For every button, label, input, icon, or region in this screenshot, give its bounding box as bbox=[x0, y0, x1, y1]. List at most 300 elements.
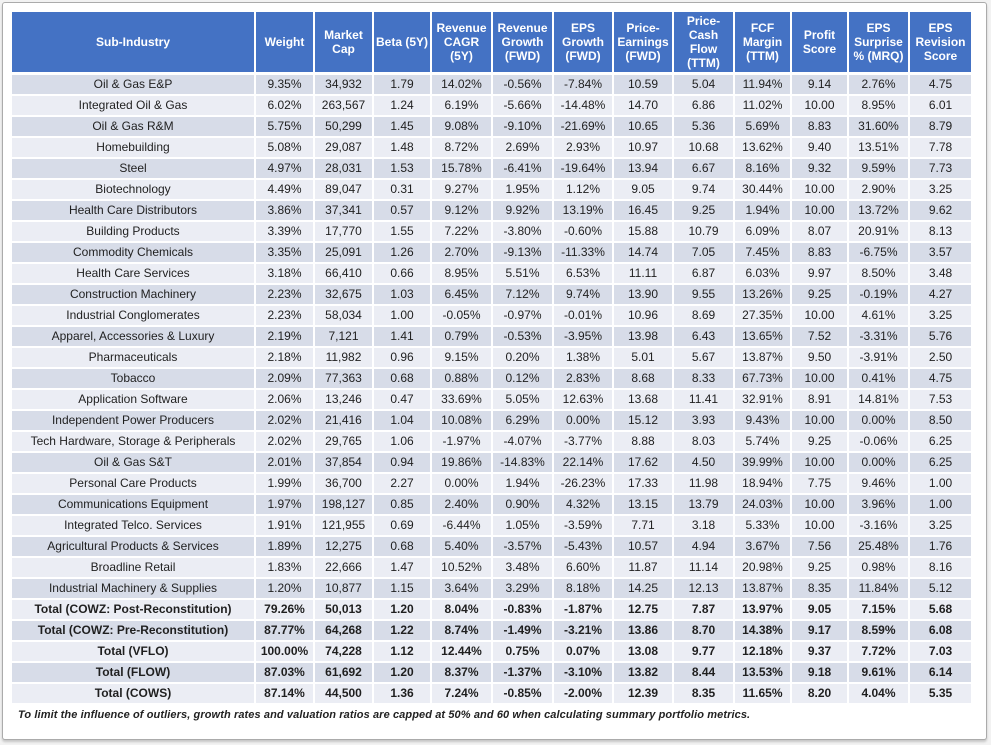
value-cell: -6.44% bbox=[431, 515, 492, 536]
value-cell: 20.98% bbox=[734, 557, 791, 578]
column-header: Beta (5Y) bbox=[373, 11, 431, 74]
value-cell: 1.79 bbox=[373, 74, 431, 95]
table-row bbox=[11, 662, 972, 683]
value-cell: 0.12% bbox=[492, 368, 553, 389]
sub-industry-cell: Industrial Conglomerates bbox=[11, 305, 255, 326]
value-cell: 7.56 bbox=[791, 536, 848, 557]
value-cell: 25,091 bbox=[314, 242, 373, 263]
value-cell: 10.97 bbox=[613, 137, 673, 158]
value-cell: 0.00% bbox=[553, 410, 613, 431]
value-cell: 0.85 bbox=[373, 494, 431, 515]
table-row bbox=[11, 326, 972, 347]
value-cell: 2.27 bbox=[373, 473, 431, 494]
column-header: Revenue Growth (FWD) bbox=[492, 11, 553, 74]
value-cell: 13.72% bbox=[848, 200, 909, 221]
value-cell: 4.94 bbox=[673, 536, 734, 557]
value-cell: 6.03% bbox=[734, 263, 791, 284]
column-header: Price-Cash Flow (TTM) bbox=[673, 11, 734, 74]
value-cell: -11.33% bbox=[553, 242, 613, 263]
value-cell: 13.94 bbox=[613, 158, 673, 179]
value-cell: 8.37% bbox=[431, 662, 492, 683]
value-cell: 1.45 bbox=[373, 116, 431, 137]
sub-industry-cell: Health Care Services bbox=[11, 263, 255, 284]
value-cell: 0.20% bbox=[492, 347, 553, 368]
value-cell: -14.83% bbox=[492, 452, 553, 473]
value-cell: 0.41% bbox=[848, 368, 909, 389]
value-cell: 1.00 bbox=[909, 494, 972, 515]
table-row bbox=[11, 95, 972, 116]
sub-industry-cell: Application Software bbox=[11, 389, 255, 410]
sub-industry-cell: Integrated Oil & Gas bbox=[11, 95, 255, 116]
value-cell: 6.45% bbox=[431, 284, 492, 305]
value-cell: 8.70 bbox=[673, 620, 734, 641]
value-cell: 2.23% bbox=[255, 305, 314, 326]
table-row bbox=[11, 158, 972, 179]
value-cell: 1.26 bbox=[373, 242, 431, 263]
column-header: EPS Revision Score bbox=[909, 11, 972, 74]
value-cell: 13.53% bbox=[734, 662, 791, 683]
column-header: Sub-Industry bbox=[11, 11, 255, 74]
value-cell: 13.79 bbox=[673, 494, 734, 515]
sub-industry-cell: Agricultural Products & Services bbox=[11, 536, 255, 557]
value-cell: 3.18% bbox=[255, 263, 314, 284]
value-cell: 8.91 bbox=[791, 389, 848, 410]
value-cell: 8.16% bbox=[734, 158, 791, 179]
value-cell: 1.12% bbox=[553, 179, 613, 200]
value-cell: 8.50% bbox=[848, 263, 909, 284]
value-cell: 9.35% bbox=[255, 74, 314, 95]
value-cell: 7.24% bbox=[431, 683, 492, 704]
value-cell: 6.25 bbox=[909, 431, 972, 452]
sub-industry-cell: Total (FLOW) bbox=[11, 662, 255, 683]
value-cell: 4.97% bbox=[255, 158, 314, 179]
sub-industry-cell: Steel bbox=[11, 158, 255, 179]
value-cell: 9.25 bbox=[791, 284, 848, 305]
value-cell: 9.25 bbox=[673, 200, 734, 221]
header-row bbox=[11, 11, 972, 74]
value-cell: -5.66% bbox=[492, 95, 553, 116]
value-cell: 9.46% bbox=[848, 473, 909, 494]
value-cell: 9.25 bbox=[791, 431, 848, 452]
value-cell: 3.93 bbox=[673, 410, 734, 431]
table-row bbox=[11, 116, 972, 137]
table-row bbox=[11, 284, 972, 305]
sub-industry-cell: Health Care Distributors bbox=[11, 200, 255, 221]
value-cell: -3.91% bbox=[848, 347, 909, 368]
value-cell: 198,127 bbox=[314, 494, 373, 515]
value-cell: 8.33 bbox=[673, 368, 734, 389]
value-cell: -5.43% bbox=[553, 536, 613, 557]
sub-industry-cell: Oil & Gas R&M bbox=[11, 116, 255, 137]
value-cell: 10.00 bbox=[791, 515, 848, 536]
value-cell: -4.07% bbox=[492, 431, 553, 452]
sub-industry-cell: Oil & Gas E&P bbox=[11, 74, 255, 95]
column-header: EPS Growth (FWD) bbox=[553, 11, 613, 74]
value-cell: 4.75 bbox=[909, 368, 972, 389]
value-cell: -1.87% bbox=[553, 599, 613, 620]
value-cell: -3.10% bbox=[553, 662, 613, 683]
value-cell: 0.90% bbox=[492, 494, 553, 515]
value-cell: 1.95% bbox=[492, 179, 553, 200]
value-cell: 64,268 bbox=[314, 620, 373, 641]
value-cell: 8.16 bbox=[909, 557, 972, 578]
value-cell: 0.66 bbox=[373, 263, 431, 284]
value-cell: 10.57 bbox=[613, 536, 673, 557]
value-cell: 100.00% bbox=[255, 641, 314, 662]
table-body bbox=[11, 74, 972, 704]
value-cell: 263,567 bbox=[314, 95, 373, 116]
value-cell: 5.67 bbox=[673, 347, 734, 368]
value-cell: 0.96 bbox=[373, 347, 431, 368]
value-cell: 0.00% bbox=[848, 452, 909, 473]
value-cell: 13.15 bbox=[613, 494, 673, 515]
table-row bbox=[11, 221, 972, 242]
value-cell: 5.69% bbox=[734, 116, 791, 137]
value-cell: 10.52% bbox=[431, 557, 492, 578]
value-cell: -0.97% bbox=[492, 305, 553, 326]
value-cell: 8.35 bbox=[673, 683, 734, 704]
value-cell: 66,410 bbox=[314, 263, 373, 284]
value-cell: 2.18% bbox=[255, 347, 314, 368]
value-cell: 5.74% bbox=[734, 431, 791, 452]
value-cell: 1.05% bbox=[492, 515, 553, 536]
value-cell: -21.69% bbox=[553, 116, 613, 137]
table-card bbox=[2, 2, 987, 740]
value-cell: 7.78 bbox=[909, 137, 972, 158]
value-cell: 7.22% bbox=[431, 221, 492, 242]
value-cell: 0.47 bbox=[373, 389, 431, 410]
value-cell: 3.96% bbox=[848, 494, 909, 515]
value-cell: 1.41 bbox=[373, 326, 431, 347]
value-cell: 61,692 bbox=[314, 662, 373, 683]
value-cell: 7.15% bbox=[848, 599, 909, 620]
value-cell: 3.25 bbox=[909, 179, 972, 200]
value-cell: -19.64% bbox=[553, 158, 613, 179]
table-row bbox=[11, 347, 972, 368]
table-row bbox=[11, 389, 972, 410]
value-cell: 2.02% bbox=[255, 431, 314, 452]
value-cell: 10.65 bbox=[613, 116, 673, 137]
value-cell: 8.88 bbox=[613, 431, 673, 452]
value-cell: 19.86% bbox=[431, 452, 492, 473]
value-cell: 37,341 bbox=[314, 200, 373, 221]
value-cell: 7.12% bbox=[492, 284, 553, 305]
value-cell: 11.65% bbox=[734, 683, 791, 704]
column-header: Market Cap bbox=[314, 11, 373, 74]
value-cell: 8.95% bbox=[431, 263, 492, 284]
sub-industry-cell: Pharmaceuticals bbox=[11, 347, 255, 368]
value-cell: 7.03 bbox=[909, 641, 972, 662]
value-cell: 0.98% bbox=[848, 557, 909, 578]
value-cell: 9.50 bbox=[791, 347, 848, 368]
value-cell: 12,275 bbox=[314, 536, 373, 557]
value-cell: -3.16% bbox=[848, 515, 909, 536]
value-cell: 34,932 bbox=[314, 74, 373, 95]
value-cell: 9.40 bbox=[791, 137, 848, 158]
value-cell: 9.18 bbox=[791, 662, 848, 683]
value-cell: 1.20 bbox=[373, 599, 431, 620]
sub-industry-cell: Personal Care Products bbox=[11, 473, 255, 494]
value-cell: 27.35% bbox=[734, 305, 791, 326]
value-cell: 6.02% bbox=[255, 95, 314, 116]
sub-industry-cell: Homebuilding bbox=[11, 137, 255, 158]
table-row bbox=[11, 599, 972, 620]
value-cell: 87.77% bbox=[255, 620, 314, 641]
value-cell: 11.02% bbox=[734, 95, 791, 116]
sub-industry-metrics-table bbox=[10, 10, 973, 705]
value-cell: 8.83 bbox=[791, 116, 848, 137]
value-cell: 22,666 bbox=[314, 557, 373, 578]
value-cell: -3.57% bbox=[492, 536, 553, 557]
value-cell: 4.04% bbox=[848, 683, 909, 704]
value-cell: 3.57 bbox=[909, 242, 972, 263]
value-cell: 5.35 bbox=[909, 683, 972, 704]
value-cell: 0.75% bbox=[492, 641, 553, 662]
value-cell: 12.18% bbox=[734, 641, 791, 662]
value-cell: 9.05 bbox=[613, 179, 673, 200]
table-row bbox=[11, 641, 972, 662]
value-cell: 3.25 bbox=[909, 515, 972, 536]
table-row bbox=[11, 452, 972, 473]
value-cell: 39.99% bbox=[734, 452, 791, 473]
value-cell: 30.44% bbox=[734, 179, 791, 200]
value-cell: 10.08% bbox=[431, 410, 492, 431]
table-row bbox=[11, 494, 972, 515]
value-cell: 9.61% bbox=[848, 662, 909, 683]
value-cell: 8.59% bbox=[848, 620, 909, 641]
value-cell: 5.04 bbox=[673, 74, 734, 95]
value-cell: -0.01% bbox=[553, 305, 613, 326]
value-cell: 1.04 bbox=[373, 410, 431, 431]
table-row bbox=[11, 263, 972, 284]
value-cell: 2.83% bbox=[553, 368, 613, 389]
value-cell: -3.59% bbox=[553, 515, 613, 536]
value-cell: 2.02% bbox=[255, 410, 314, 431]
value-cell: 1.83% bbox=[255, 557, 314, 578]
value-cell: 0.00% bbox=[848, 410, 909, 431]
value-cell: 4.32% bbox=[553, 494, 613, 515]
value-cell: 1.22 bbox=[373, 620, 431, 641]
value-cell: -2.00% bbox=[553, 683, 613, 704]
value-cell: 9.12% bbox=[431, 200, 492, 221]
value-cell: -0.83% bbox=[492, 599, 553, 620]
value-cell: 3.86% bbox=[255, 200, 314, 221]
value-cell: 5.76 bbox=[909, 326, 972, 347]
value-cell: 11.84% bbox=[848, 578, 909, 599]
value-cell: 3.25 bbox=[909, 305, 972, 326]
value-cell: 2.23% bbox=[255, 284, 314, 305]
value-cell: 8.83 bbox=[791, 242, 848, 263]
value-cell: -1.97% bbox=[431, 431, 492, 452]
value-cell: 10.79 bbox=[673, 221, 734, 242]
value-cell: 17,770 bbox=[314, 221, 373, 242]
value-cell: 13,246 bbox=[314, 389, 373, 410]
table-row bbox=[11, 368, 972, 389]
value-cell: 10.68 bbox=[673, 137, 734, 158]
value-cell: 11,982 bbox=[314, 347, 373, 368]
value-cell: -0.85% bbox=[492, 683, 553, 704]
value-cell: 1.94% bbox=[492, 473, 553, 494]
value-cell: -0.05% bbox=[431, 305, 492, 326]
column-header: Price-Earnings (FWD) bbox=[613, 11, 673, 74]
table-row bbox=[11, 473, 972, 494]
value-cell: -14.48% bbox=[553, 95, 613, 116]
value-cell: 11.94% bbox=[734, 74, 791, 95]
value-cell: 9.59% bbox=[848, 158, 909, 179]
value-cell: 5.12 bbox=[909, 578, 972, 599]
value-cell: 10.59 bbox=[613, 74, 673, 95]
value-cell: -6.75% bbox=[848, 242, 909, 263]
value-cell: 1.15 bbox=[373, 578, 431, 599]
value-cell: 1.12 bbox=[373, 641, 431, 662]
value-cell: 18.94% bbox=[734, 473, 791, 494]
value-cell: 79.26% bbox=[255, 599, 314, 620]
value-cell: 3.18 bbox=[673, 515, 734, 536]
value-cell: 77,363 bbox=[314, 368, 373, 389]
value-cell: 0.69 bbox=[373, 515, 431, 536]
column-header: Revenue CAGR (5Y) bbox=[431, 11, 492, 74]
value-cell: 1.99% bbox=[255, 473, 314, 494]
value-cell: 5.08% bbox=[255, 137, 314, 158]
value-cell: 1.36 bbox=[373, 683, 431, 704]
value-cell: 0.00% bbox=[431, 473, 492, 494]
value-cell: 1.00 bbox=[909, 473, 972, 494]
value-cell: 9.15% bbox=[431, 347, 492, 368]
value-cell: -0.56% bbox=[492, 74, 553, 95]
table-row bbox=[11, 557, 972, 578]
table-row bbox=[11, 683, 972, 704]
value-cell: 58,034 bbox=[314, 305, 373, 326]
sub-industry-cell: Commodity Chemicals bbox=[11, 242, 255, 263]
sub-industry-cell: Total (COWZ: Pre-Reconstitution) bbox=[11, 620, 255, 641]
value-cell: 9.14 bbox=[791, 74, 848, 95]
value-cell: 7.87 bbox=[673, 599, 734, 620]
value-cell: 11.98 bbox=[673, 473, 734, 494]
column-header: Profit Score bbox=[791, 11, 848, 74]
table-row bbox=[11, 305, 972, 326]
value-cell: 8.04% bbox=[431, 599, 492, 620]
value-cell: -3.77% bbox=[553, 431, 613, 452]
value-cell: 17.33 bbox=[613, 473, 673, 494]
value-cell: -1.49% bbox=[492, 620, 553, 641]
value-cell: 0.31 bbox=[373, 179, 431, 200]
value-cell: 1.53 bbox=[373, 158, 431, 179]
value-cell: 36,700 bbox=[314, 473, 373, 494]
value-cell: 9.08% bbox=[431, 116, 492, 137]
value-cell: 1.55 bbox=[373, 221, 431, 242]
value-cell: 8.68 bbox=[613, 368, 673, 389]
value-cell: 12.13 bbox=[673, 578, 734, 599]
value-cell: 10.00 bbox=[791, 305, 848, 326]
value-cell: 9.17 bbox=[791, 620, 848, 641]
table-row bbox=[11, 200, 972, 221]
value-cell: 13.26% bbox=[734, 284, 791, 305]
value-cell: 32,675 bbox=[314, 284, 373, 305]
value-cell: 8.35 bbox=[791, 578, 848, 599]
value-cell: -1.37% bbox=[492, 662, 553, 683]
value-cell: 25.48% bbox=[848, 536, 909, 557]
value-cell: 10.00 bbox=[791, 200, 848, 221]
value-cell: 1.47 bbox=[373, 557, 431, 578]
column-header: FCF Margin (TTM) bbox=[734, 11, 791, 74]
value-cell: 1.24 bbox=[373, 95, 431, 116]
value-cell: 4.27 bbox=[909, 284, 972, 305]
value-cell: 5.05% bbox=[492, 389, 553, 410]
value-cell: 10.96 bbox=[613, 305, 673, 326]
value-cell: 1.91% bbox=[255, 515, 314, 536]
sub-industry-cell: Biotechnology bbox=[11, 179, 255, 200]
value-cell: 8.07 bbox=[791, 221, 848, 242]
value-cell: 9.62 bbox=[909, 200, 972, 221]
value-cell: -3.21% bbox=[553, 620, 613, 641]
value-cell: 2.90% bbox=[848, 179, 909, 200]
value-cell: 6.53% bbox=[553, 263, 613, 284]
value-cell: 9.37 bbox=[791, 641, 848, 662]
value-cell: 7,121 bbox=[314, 326, 373, 347]
value-cell: 6.25 bbox=[909, 452, 972, 473]
value-cell: 0.07% bbox=[553, 641, 613, 662]
value-cell: 9.55 bbox=[673, 284, 734, 305]
value-cell: 14.38% bbox=[734, 620, 791, 641]
value-cell: 10.00 bbox=[791, 179, 848, 200]
table-row bbox=[11, 137, 972, 158]
value-cell: 6.19% bbox=[431, 95, 492, 116]
value-cell: 6.14 bbox=[909, 662, 972, 683]
value-cell: 11.41 bbox=[673, 389, 734, 410]
value-cell: 6.87 bbox=[673, 263, 734, 284]
value-cell: 1.03 bbox=[373, 284, 431, 305]
value-cell: 8.72% bbox=[431, 137, 492, 158]
value-cell: -9.13% bbox=[492, 242, 553, 263]
table-row bbox=[11, 578, 972, 599]
sub-industry-cell: Construction Machinery bbox=[11, 284, 255, 305]
value-cell: 9.25 bbox=[791, 557, 848, 578]
table-row bbox=[11, 410, 972, 431]
value-cell: 15.12 bbox=[613, 410, 673, 431]
value-cell: 9.74 bbox=[673, 179, 734, 200]
value-cell: 24.03% bbox=[734, 494, 791, 515]
value-cell: 1.20% bbox=[255, 578, 314, 599]
value-cell: 13.19% bbox=[553, 200, 613, 221]
value-cell: 6.67 bbox=[673, 158, 734, 179]
value-cell: 7.53 bbox=[909, 389, 972, 410]
value-cell: 9.92% bbox=[492, 200, 553, 221]
value-cell: 10.00 bbox=[791, 368, 848, 389]
value-cell: 33.69% bbox=[431, 389, 492, 410]
sub-industry-cell: Apparel, Accessories & Luxury bbox=[11, 326, 255, 347]
value-cell: 0.57 bbox=[373, 200, 431, 221]
value-cell: 14.81% bbox=[848, 389, 909, 410]
value-cell: 12.39 bbox=[613, 683, 673, 704]
value-cell: 50,013 bbox=[314, 599, 373, 620]
value-cell: 3.39% bbox=[255, 221, 314, 242]
value-cell: -0.19% bbox=[848, 284, 909, 305]
value-cell: 13.86 bbox=[613, 620, 673, 641]
value-cell: 89,047 bbox=[314, 179, 373, 200]
value-cell: 87.14% bbox=[255, 683, 314, 704]
value-cell: 8.50 bbox=[909, 410, 972, 431]
sub-industry-cell: Communications Equipment bbox=[11, 494, 255, 515]
value-cell: 1.00 bbox=[373, 305, 431, 326]
sub-industry-cell: Tobacco bbox=[11, 368, 255, 389]
value-cell: 15.78% bbox=[431, 158, 492, 179]
sub-industry-cell: Integrated Telco. Services bbox=[11, 515, 255, 536]
value-cell: 0.94 bbox=[373, 452, 431, 473]
value-cell: 10.00 bbox=[791, 452, 848, 473]
value-cell: 3.64% bbox=[431, 578, 492, 599]
value-cell: 2.09% bbox=[255, 368, 314, 389]
value-cell: 50,299 bbox=[314, 116, 373, 137]
